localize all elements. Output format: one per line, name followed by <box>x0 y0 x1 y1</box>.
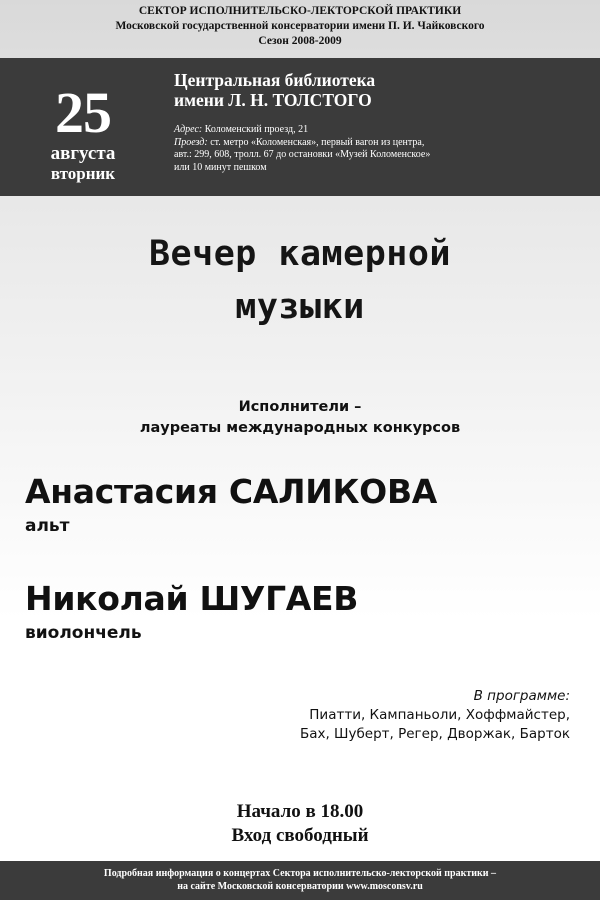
program-composers-line2: Бах, Шуберт, Регер, Дворжак, Барток <box>299 726 570 742</box>
more-info-line1: Подробная информация о концертах Сектора исполнительско-лекторской практики – <box>103 868 497 879</box>
address-label: Адрес: <box>174 124 203 135</box>
event-title <box>0 228 600 334</box>
route-line2: авт.: 299, 608, тролл. 67 до остановки «Музей Коломенское» <box>174 149 431 160</box>
date-month: августа <box>50 143 116 164</box>
address-row <box>174 124 584 137</box>
route-label: Проезд: <box>174 136 208 148</box>
start-info <box>0 800 600 848</box>
performer-instrument: виолончель <box>25 623 142 643</box>
bottom-band <box>0 861 600 900</box>
route-row <box>174 137 584 150</box>
program-label: В программе: <box>473 688 570 704</box>
venue-details <box>174 124 584 174</box>
venue-info <box>174 70 584 174</box>
performers-intro-line1: Исполнители – <box>238 399 362 415</box>
performer-cellist <box>25 579 358 644</box>
more-info-line2: на сайте Московской консерватории www.mosconsv.ru <box>177 881 423 892</box>
performers-intro <box>0 397 600 439</box>
program-composers-line1: Пиатти, Кампаньоли, Хоффмайстер, <box>309 707 570 723</box>
route-line1: ст. метро «Коломенская», первый вагон из центра, <box>210 136 425 148</box>
season: Сезон 2008-2009 <box>258 35 342 47</box>
venue-band <box>0 58 600 196</box>
venue-name-line1: Центральная библиотека <box>174 70 376 90</box>
performer-name: Николай ШУГАЕВ <box>25 579 359 618</box>
performers-intro-line2: лауреаты международных конкурсов <box>139 420 461 436</box>
event-title-line1: Вечер камерной <box>148 234 451 274</box>
performer-violist <box>25 472 437 537</box>
organizer-sector: СЕКТОР ИСПОЛНИТЕЛЬСКО-ЛЕКТОРСКОЙ ПРАКТИКИ <box>138 5 462 17</box>
venue-name-line2: имени Л. Н. ТОЛСТОГО <box>174 90 372 110</box>
date-day: 25 <box>55 80 111 145</box>
free-entry: Вход свободный <box>231 825 369 846</box>
organizer-conservatory: Московской государственной консерватории имени П. И. Чайковского <box>115 20 485 32</box>
address-value: Коломенский проезд, 21 <box>204 124 309 135</box>
date-weekday: вторник <box>50 164 116 183</box>
route-line3: или 10 минут пешком <box>174 161 267 173</box>
event-title-line2: музыки <box>235 287 365 327</box>
start-time: Начало в 18.00 <box>236 801 364 822</box>
performer-instrument: альт <box>25 516 70 536</box>
performer-name: Анастасия САЛИКОВА <box>25 472 438 511</box>
date-block <box>28 80 138 183</box>
program <box>300 687 570 744</box>
organizer-header <box>0 0 600 58</box>
